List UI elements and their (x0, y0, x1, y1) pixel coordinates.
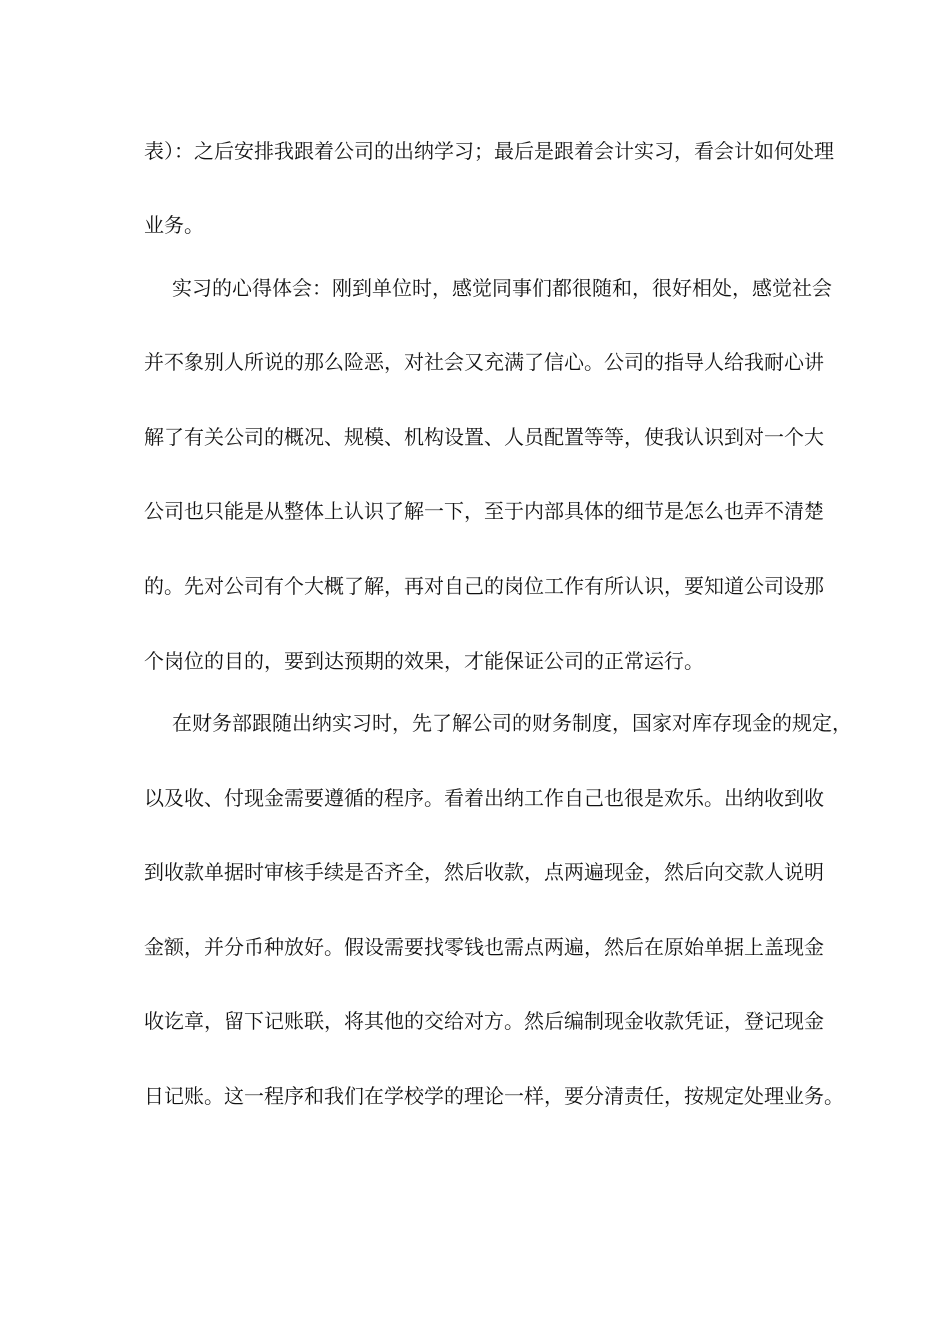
text-line: 个岗位的目的，要到达预期的效果，才能保证公司的正常运行。 (144, 649, 704, 673)
paragraph-start-line: 实习的心得体会：刚到单位时，感觉同事们都很随和，很好相处，感觉社会 (172, 276, 832, 300)
text-line: 收讫章，留下记账联，将其他的交给对方。然后编制现金收款凭证，登记现金 (144, 1009, 824, 1033)
text-line: 业务。 (144, 213, 204, 237)
text-line: 金额，并分币种放好。假设需要找零钱也需点两遍，然后在原始单据上盖现金 (144, 935, 824, 959)
text-line: 公司也只能是从整体上认识了解一下，至于内部具体的细节是怎么也弄不清楚 (144, 499, 824, 523)
text-line: 的。先对公司有个大概了解，再对自己的岗位工作有所认识，要知道公司设那 (144, 574, 824, 598)
text-line: 并不象别人所说的那么险恶，对社会又充满了信心。公司的指导人给我耐心讲 (144, 350, 824, 374)
text-line: 解了有关公司的概况、规模、机构设置、人员配置等等，使我认识到对一个大 (144, 425, 824, 449)
paragraph-start-line: 在财务部跟随出纳实习时，先了解公司的财务制度，国家对库存现金的规定， (172, 711, 852, 735)
text-line: 日记账。这一程序和我们在学校学的理论一样，要分清责任，按规定处理业务。 (144, 1084, 844, 1108)
text-line: 以及收、付现金需要遵循的程序。看着出纳工作自己也很是欢乐。出纳收到收 (144, 786, 824, 810)
text-line: 表）：之后安排我跟着公司的出纳学习；最后是跟着会计实习，看会计如何处理 (144, 139, 834, 163)
text-line: 到收款单据时审核手续是否齐全，然后收款，点两遍现金，然后向交款人说明 (144, 860, 824, 884)
